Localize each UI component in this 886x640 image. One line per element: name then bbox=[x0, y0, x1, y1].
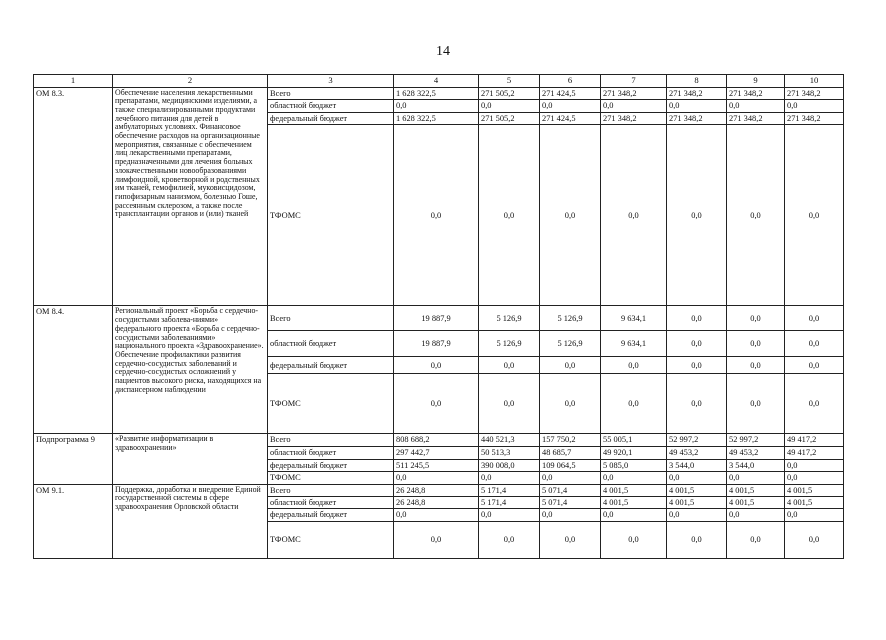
block-name: Поддержка, доработка и внедрение Единой государственной системы в сфере здравоохранения Орловской области bbox=[113, 484, 268, 558]
block-code: Подпрограмма 9 bbox=[34, 434, 113, 484]
funding-source: ТФОМС bbox=[268, 374, 394, 434]
amount-cell: 5 171,4 bbox=[479, 484, 540, 496]
amount-cell: 9 634,1 bbox=[601, 331, 667, 357]
amount-cell: 49 453,2 bbox=[667, 446, 727, 459]
amount-cell: 5 071,4 bbox=[540, 484, 601, 496]
column-header: 9 bbox=[727, 75, 785, 88]
block-name: Региональный проект «Борьба с сердечно-сосудистыми заболева-ниями» федерального проекта «Борьба с сердечно-сосудистыми заболеваниями» национального проекта «Здравоохранение». Обеспечение профилактики развития сердечно-сосудистых заболеваний и сердечно-сосудистых осложнений у пациентов высокого риска, находящихся на диспансерном наблюдении bbox=[113, 306, 268, 434]
amount-cell: 0,0 bbox=[540, 374, 601, 434]
amount-cell: 0,0 bbox=[667, 100, 727, 113]
amount-cell: 1 628 322,5 bbox=[394, 87, 479, 99]
amount-cell: 0,0 bbox=[667, 472, 727, 484]
funding-source: областной бюджет bbox=[268, 100, 394, 113]
amount-cell: 271 424,5 bbox=[540, 113, 601, 125]
column-header: 10 bbox=[785, 75, 844, 88]
amount-cell: 0,0 bbox=[727, 125, 785, 306]
column-header: 2 bbox=[113, 75, 268, 88]
amount-cell: 271 348,2 bbox=[667, 87, 727, 99]
funding-source: Всего bbox=[268, 306, 394, 331]
amount-cell: 0,0 bbox=[727, 331, 785, 357]
amount-cell: 0,0 bbox=[785, 100, 844, 113]
amount-cell: 0,0 bbox=[667, 306, 727, 331]
amount-cell: 0,0 bbox=[479, 374, 540, 434]
amount-cell: 390 008,0 bbox=[479, 459, 540, 471]
amount-cell: 5 126,9 bbox=[479, 331, 540, 357]
amount-cell: 49 417,2 bbox=[785, 434, 844, 446]
amount-cell: 0,0 bbox=[785, 306, 844, 331]
column-header: 1 bbox=[34, 75, 113, 88]
amount-cell: 440 521,3 bbox=[479, 434, 540, 446]
amount-cell: 5 171,4 bbox=[479, 497, 540, 509]
amount-cell: 4 001,5 bbox=[785, 484, 844, 496]
amount-cell: 0,0 bbox=[479, 472, 540, 484]
amount-cell: 0,0 bbox=[785, 509, 844, 521]
amount-cell: 4 001,5 bbox=[785, 497, 844, 509]
amount-cell: 0,0 bbox=[667, 521, 727, 558]
amount-cell: 0,0 bbox=[394, 374, 479, 434]
block-code: ОМ 8.4. bbox=[34, 306, 113, 434]
block-name: «Развитие информатизации в здравоохранении» bbox=[113, 434, 268, 484]
amount-cell: 0,0 bbox=[479, 521, 540, 558]
budget-table bbox=[33, 74, 844, 559]
amount-cell: 0,0 bbox=[785, 357, 844, 374]
amount-cell: 0,0 bbox=[667, 509, 727, 521]
page-number: 14 bbox=[436, 44, 450, 59]
funding-source: федеральный бюджет bbox=[268, 113, 394, 125]
block-code: ОМ 8.3. bbox=[34, 87, 113, 306]
amount-cell: 19 887,9 bbox=[394, 331, 479, 357]
block-code: ОМ 9.1. bbox=[34, 484, 113, 558]
amount-cell: 0,0 bbox=[601, 521, 667, 558]
amount-cell: 157 750,2 bbox=[540, 434, 601, 446]
table-row bbox=[34, 87, 844, 99]
amount-cell: 49 453,2 bbox=[727, 446, 785, 459]
amount-cell: 0,0 bbox=[727, 509, 785, 521]
table-row bbox=[34, 484, 844, 496]
amount-cell: 0,0 bbox=[785, 374, 844, 434]
amount-cell: 4 001,5 bbox=[601, 497, 667, 509]
amount-cell: 0,0 bbox=[785, 472, 844, 484]
amount-cell: 48 685,7 bbox=[540, 446, 601, 459]
amount-cell: 0,0 bbox=[667, 374, 727, 434]
funding-source: Всего bbox=[268, 434, 394, 446]
amount-cell: 0,0 bbox=[727, 472, 785, 484]
amount-cell: 0,0 bbox=[479, 509, 540, 521]
amount-cell: 0,0 bbox=[601, 374, 667, 434]
column-header: 7 bbox=[601, 75, 667, 88]
amount-cell: 3 544,0 bbox=[667, 459, 727, 471]
amount-cell: 0,0 bbox=[727, 521, 785, 558]
amount-cell: 5 126,9 bbox=[540, 306, 601, 331]
amount-cell: 0,0 bbox=[667, 357, 727, 374]
amount-cell: 0,0 bbox=[601, 125, 667, 306]
header-row bbox=[34, 75, 844, 88]
amount-cell: 5 126,9 bbox=[479, 306, 540, 331]
amount-cell: 109 064,5 bbox=[540, 459, 601, 471]
amount-cell: 0,0 bbox=[479, 125, 540, 306]
amount-cell: 271 348,2 bbox=[727, 113, 785, 125]
amount-cell: 0,0 bbox=[540, 100, 601, 113]
amount-cell: 5 126,9 bbox=[540, 331, 601, 357]
amount-cell: 0,0 bbox=[540, 472, 601, 484]
amount-cell: 4 001,5 bbox=[601, 484, 667, 496]
amount-cell: 50 513,3 bbox=[479, 446, 540, 459]
amount-cell: 271 505,2 bbox=[479, 113, 540, 125]
amount-cell: 0,0 bbox=[540, 521, 601, 558]
amount-cell: 4 001,5 bbox=[727, 497, 785, 509]
amount-cell: 808 688,2 bbox=[394, 434, 479, 446]
funding-source: федеральный бюджет bbox=[268, 509, 394, 521]
funding-source: Всего bbox=[268, 484, 394, 496]
amount-cell: 271 348,2 bbox=[785, 87, 844, 99]
amount-cell: 49 417,2 bbox=[785, 446, 844, 459]
amount-cell: 1 628 322,5 bbox=[394, 113, 479, 125]
amount-cell: 0,0 bbox=[601, 472, 667, 484]
table-row bbox=[34, 306, 844, 331]
amount-cell: 0,0 bbox=[394, 472, 479, 484]
amount-cell: 0,0 bbox=[601, 100, 667, 113]
amount-cell: 0,0 bbox=[394, 509, 479, 521]
funding-source: Всего bbox=[268, 87, 394, 99]
amount-cell: 0,0 bbox=[540, 357, 601, 374]
amount-cell: 52 997,2 bbox=[727, 434, 785, 446]
amount-cell: 0,0 bbox=[785, 521, 844, 558]
amount-cell: 271 424,5 bbox=[540, 87, 601, 99]
amount-cell: 0,0 bbox=[727, 357, 785, 374]
column-header: 6 bbox=[540, 75, 601, 88]
amount-cell: 0,0 bbox=[479, 357, 540, 374]
amount-cell: 26 248,8 bbox=[394, 497, 479, 509]
funding-source: федеральный бюджет bbox=[268, 459, 394, 471]
funding-source: федеральный бюджет bbox=[268, 357, 394, 374]
amount-cell: 19 887,9 bbox=[394, 306, 479, 331]
amount-cell: 0,0 bbox=[601, 509, 667, 521]
amount-cell: 0,0 bbox=[394, 521, 479, 558]
amount-cell: 0,0 bbox=[667, 125, 727, 306]
amount-cell: 0,0 bbox=[394, 100, 479, 113]
column-header: 3 bbox=[268, 75, 394, 88]
funding-source: областной бюджет bbox=[268, 446, 394, 459]
amount-cell: 26 248,8 bbox=[394, 484, 479, 496]
amount-cell: 0,0 bbox=[601, 357, 667, 374]
amount-cell: 55 005,1 bbox=[601, 434, 667, 446]
amount-cell: 5 071,4 bbox=[540, 497, 601, 509]
amount-cell: 0,0 bbox=[727, 374, 785, 434]
amount-cell: 511 245,5 bbox=[394, 459, 479, 471]
table-row bbox=[34, 434, 844, 446]
amount-cell: 271 348,2 bbox=[601, 113, 667, 125]
funding-source: ТФОМС bbox=[268, 472, 394, 484]
amount-cell: 0,0 bbox=[479, 100, 540, 113]
amount-cell: 0,0 bbox=[727, 306, 785, 331]
amount-cell: 0,0 bbox=[785, 331, 844, 357]
amount-cell: 9 634,1 bbox=[601, 306, 667, 331]
column-header: 4 bbox=[394, 75, 479, 88]
amount-cell: 4 001,5 bbox=[667, 484, 727, 496]
funding-source: ТФОМС bbox=[268, 521, 394, 558]
amount-cell: 0,0 bbox=[540, 509, 601, 521]
amount-cell: 271 348,2 bbox=[727, 87, 785, 99]
amount-cell: 0,0 bbox=[394, 357, 479, 374]
amount-cell: 49 920,1 bbox=[601, 446, 667, 459]
amount-cell: 0,0 bbox=[667, 331, 727, 357]
amount-cell: 0,0 bbox=[785, 125, 844, 306]
amount-cell: 5 085,0 bbox=[601, 459, 667, 471]
amount-cell: 52 997,2 bbox=[667, 434, 727, 446]
block-name: Обеспечение населения лекарственными препаратами, медицинскими изделиями, а также специализированными продуктами лечебного питания для детей в амбулаторных условиях. Финансовое обеспечение расходов на организационные мероприятия, связанные с обеспечением лиц лекарственными препаратами, предназначенными для лечения больных злокачественными новообразованиями лимфоидной, кроветворной и родственных им тканей, гемофилией, муковисцидозом, гипофизарным нанизмом, болезнью Гоше, рассеянным склерозом, а также после трансплантации органов и (или) тканей bbox=[113, 87, 268, 306]
funding-source: областной бюджет bbox=[268, 497, 394, 509]
amount-cell: 271 348,2 bbox=[667, 113, 727, 125]
column-header: 5 bbox=[479, 75, 540, 88]
column-header: 8 bbox=[667, 75, 727, 88]
amount-cell: 271 348,2 bbox=[785, 113, 844, 125]
amount-cell: 4 001,5 bbox=[667, 497, 727, 509]
amount-cell: 4 001,5 bbox=[727, 484, 785, 496]
amount-cell: 0,0 bbox=[540, 125, 601, 306]
funding-source: ТФОМС bbox=[268, 125, 394, 306]
amount-cell: 271 348,2 bbox=[601, 87, 667, 99]
amount-cell: 0,0 bbox=[785, 459, 844, 471]
amount-cell: 0,0 bbox=[394, 125, 479, 306]
amount-cell: 271 505,2 bbox=[479, 87, 540, 99]
amount-cell: 0,0 bbox=[727, 100, 785, 113]
amount-cell: 297 442,7 bbox=[394, 446, 479, 459]
funding-source: областной бюджет bbox=[268, 331, 394, 357]
amount-cell: 3 544,0 bbox=[727, 459, 785, 471]
